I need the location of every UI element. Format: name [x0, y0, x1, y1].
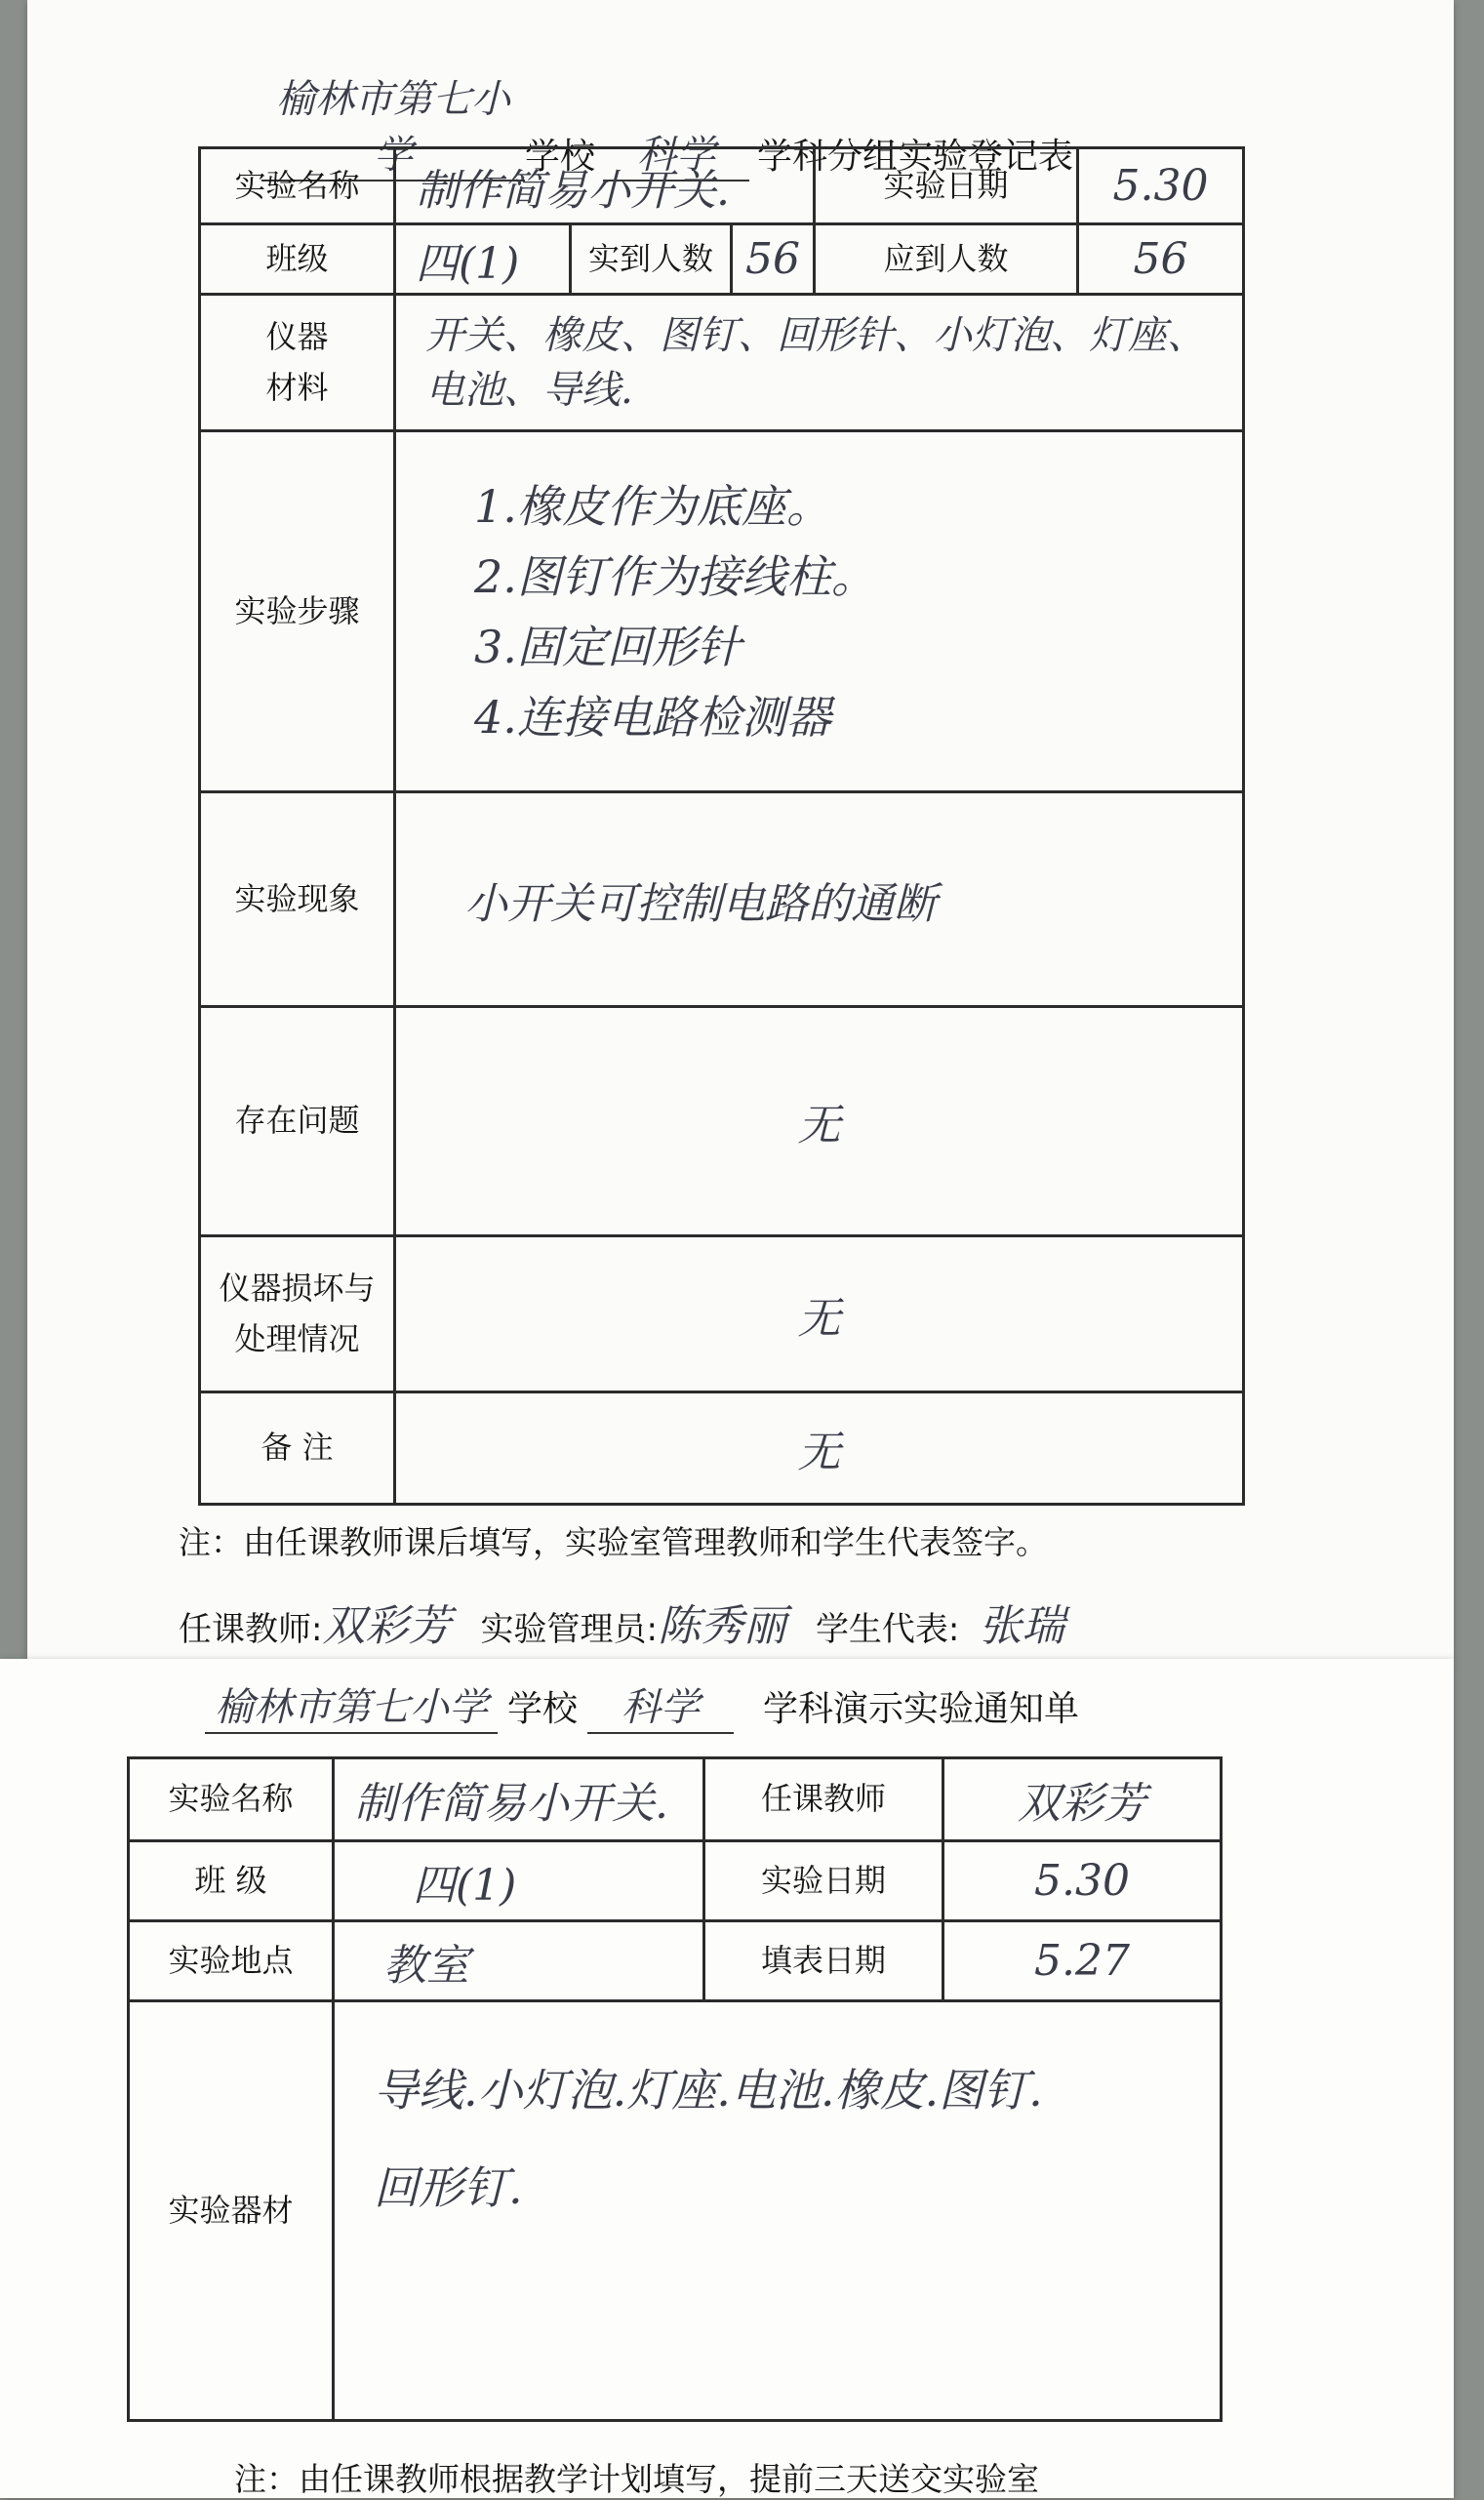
notice-note: 注：由任课教师根据教学计划填写，提前三天送交实验室 [234, 2460, 1039, 2498]
label-class: 班级 [200, 224, 395, 295]
notice-label-equipment: 实验器材 [129, 2001, 334, 2421]
teacher-signature: 双彩芳 [322, 1601, 452, 1651]
student-signature-label: 学生代表: [815, 1610, 960, 1649]
notice-form-title: 学科演示实验通知单 [763, 1689, 1080, 1729]
notice-sheet [0, 1659, 1454, 2498]
value-actual-count: 56 [732, 224, 815, 295]
register-form-title: 学科分组实验登记表 [757, 137, 1074, 177]
register-subject: 科学 [603, 124, 749, 181]
register-school-name: 榆林市第七小学 [261, 68, 525, 181]
notice-value-class: 四(1) [334, 1841, 704, 1921]
label-issues: 存在问题 [200, 1007, 395, 1236]
notice-label-experiment-name: 实验名称 [129, 1758, 334, 1841]
notice-value-teacher: 双彩芳 [943, 1758, 1222, 1841]
notice-label-location: 实验地点 [129, 1921, 334, 2001]
step-item: 1.橡皮作为底座。 [474, 479, 831, 533]
value-phenomenon: 小开关可控制电路的通断 [395, 792, 1244, 1007]
notice-label-fill-date: 填表日期 [704, 1921, 943, 2001]
label-expected-count: 应到人数 [815, 224, 1078, 295]
label-actual-count: 实到人数 [571, 224, 732, 295]
value-class: 四(1) [395, 224, 571, 295]
register-school-suffix: 学校 [525, 137, 596, 177]
notice-subject: 科学 [587, 1676, 734, 1734]
value-damage: 无 [395, 1236, 1244, 1392]
step-item: 2.图钉作为接线柱。 [474, 549, 876, 603]
value-expected-count: 56 [1078, 224, 1244, 295]
value-equipment: 开关、橡皮、图钉、回形针、小灯泡、灯座、电池、导线. [395, 295, 1244, 431]
label-remarks: 备 注 [200, 1392, 395, 1505]
student-signature: 张瑞 [979, 1601, 1065, 1651]
label-equipment-line1: 仪器 [265, 318, 329, 356]
label-equipment [200, 295, 395, 431]
step-item: 3.固定回形针 [474, 620, 742, 673]
step-item: 4.连接电路检测器 [474, 690, 831, 744]
notice-equipment-line2: 回形钉. [374, 2161, 523, 2214]
value-remarks: 无 [395, 1392, 1244, 1505]
label-equipment-line2: 材料 [265, 368, 329, 406]
notice-label-teacher: 任课教师 [704, 1758, 943, 1841]
teacher-signature-label: 任课教师: [179, 1610, 323, 1649]
label-phenomenon: 实验现象 [200, 792, 395, 1007]
label-damage [200, 1236, 395, 1392]
register-table [198, 146, 1245, 1506]
notice-value-experiment-date: 5.30 [943, 1841, 1222, 1921]
notice-label-class: 班 级 [129, 1841, 334, 1921]
label-damage-line1: 仪器损坏与 [219, 1270, 376, 1308]
label-steps: 实验步骤 [200, 431, 395, 792]
register-note: 注：由任课教师课后填写，实验室管理教师和学生代表签字。 [179, 1523, 1048, 1561]
notice-label-experiment-date: 实验日期 [704, 1841, 943, 1921]
notice-value-fill-date: 5.27 [943, 1921, 1222, 2001]
notice-equipment-line1: 导线.小灯泡.灯座.电池.橡皮.图钉. [374, 2064, 1043, 2117]
admin-signature: 陈秀丽 [657, 1601, 786, 1651]
label-damage-line2: 处理情况 [234, 1319, 360, 1357]
value-issues: 无 [395, 1007, 1244, 1236]
value-experiment-name: 制作简易小开关. [395, 148, 815, 224]
notice-title [205, 1676, 1079, 1734]
label-experiment-date: 实验日期 [815, 148, 1078, 224]
notice-school-name: 榆林市第七小学 [205, 1676, 498, 1734]
notice-table [127, 1756, 1223, 2422]
register-sheet [27, 0, 1454, 1659]
notice-value-equipment [334, 2001, 1222, 2421]
admin-signature-label: 实验管理员: [480, 1610, 658, 1649]
notice-value-location: 教室 [334, 1921, 704, 2001]
register-signatures [179, 1591, 1064, 1653]
label-experiment-name: 实验名称 [200, 148, 395, 224]
value-steps [395, 431, 1244, 792]
value-experiment-date: 5.30 [1078, 148, 1244, 224]
notice-school-suffix: 学校 [507, 1689, 579, 1729]
notice-value-experiment-name: 制作简易小开关. [334, 1758, 704, 1841]
